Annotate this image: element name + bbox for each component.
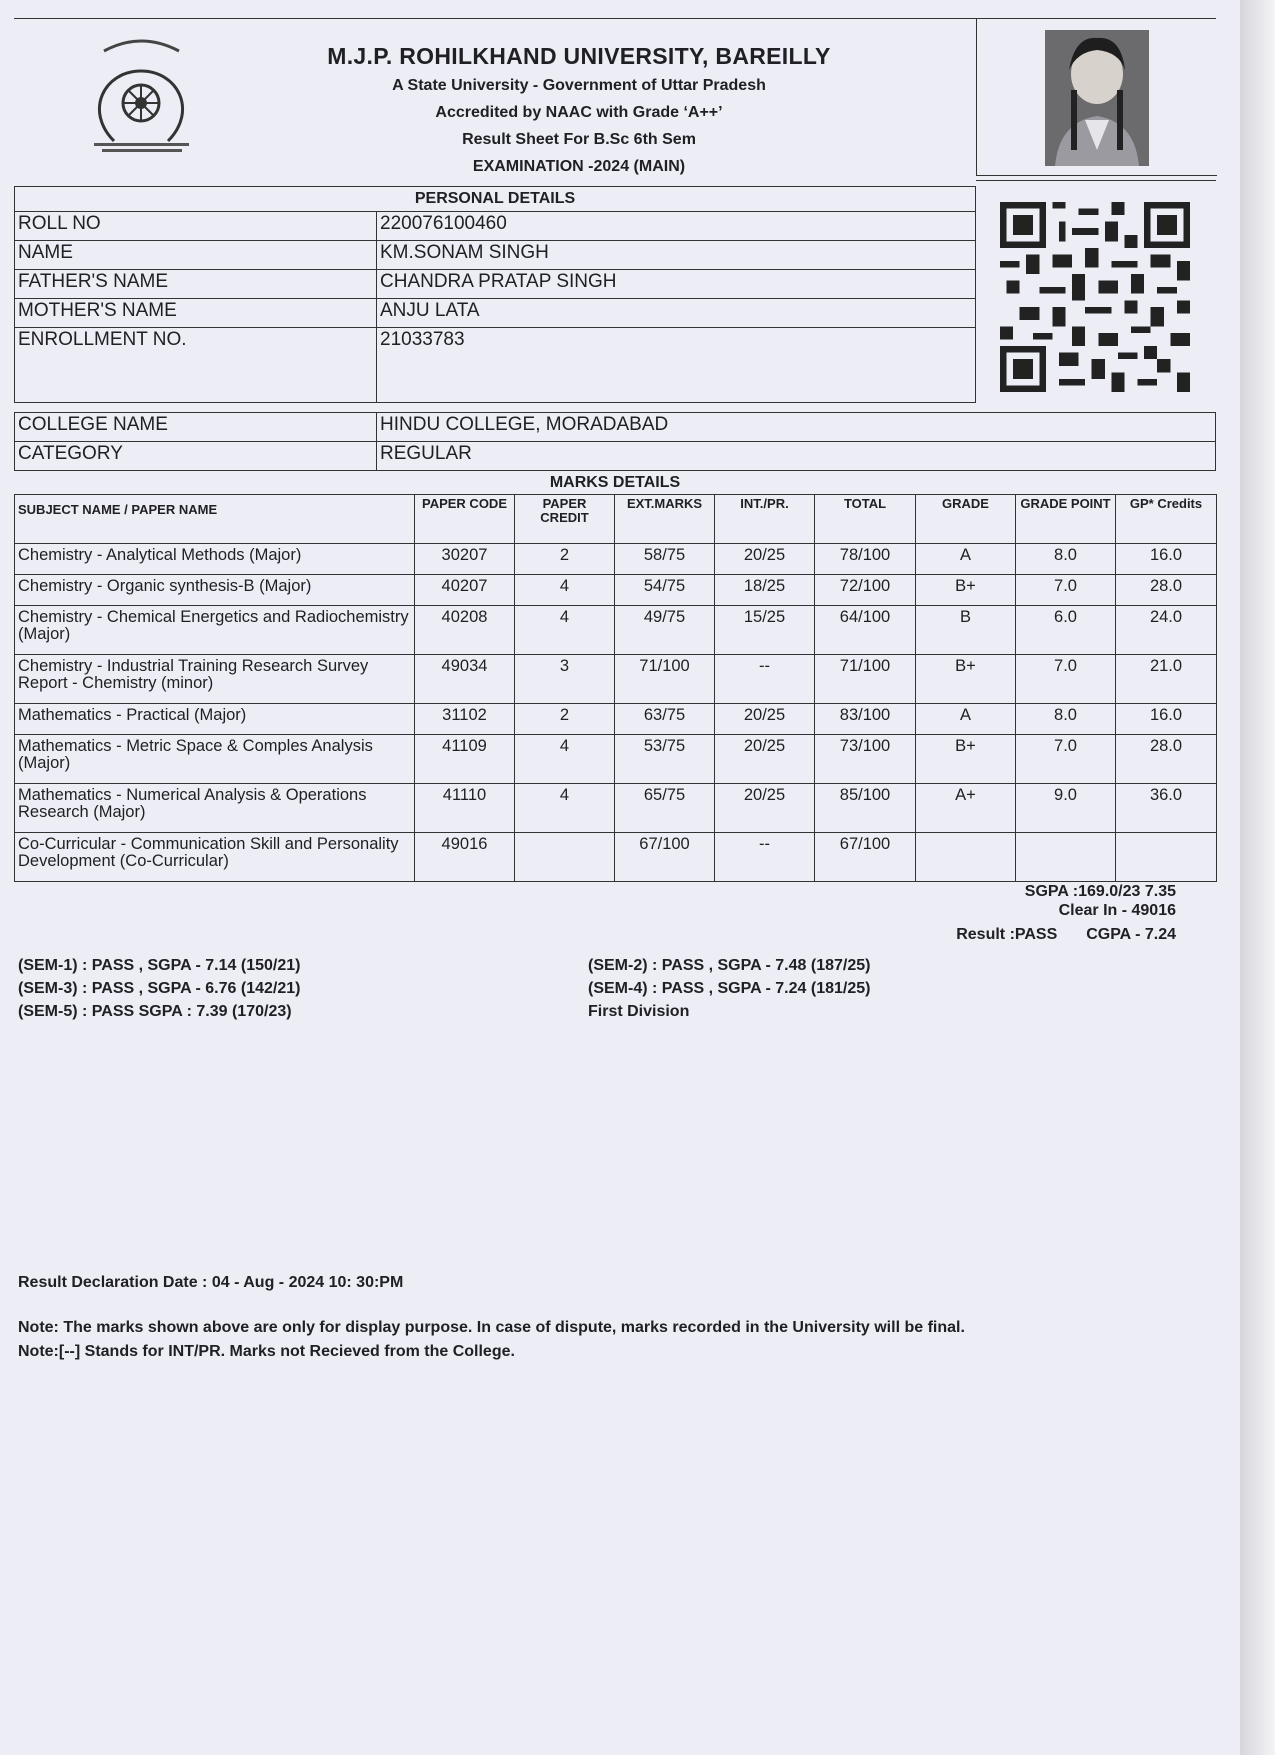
subject-cell: Chemistry - Organic synthesis-B (Major) [15, 575, 415, 606]
col-paper-code: PAPER CODE [415, 495, 515, 544]
credit-cell: 2 [515, 704, 615, 735]
grade-cell: A+ [916, 784, 1016, 833]
gpc-cell: 36.0 [1116, 784, 1217, 833]
result-line [956, 926, 1176, 944]
int-cell: 20/25 [715, 544, 815, 575]
note-1: Note: The marks shown above are only for display purpose. In case of dispute, marks recorded in the University will be final. [18, 1319, 965, 1336]
qr-code [1000, 202, 1190, 392]
gp-cell: 7.0 [1016, 575, 1116, 606]
total-cell: 83/100 [815, 704, 916, 735]
enrollment-label: ENROLLMENT NO. [15, 328, 377, 403]
table-row [15, 784, 1217, 833]
ext-cell: 49/75 [615, 606, 715, 655]
roll-no-label: ROLL NO [15, 212, 377, 241]
father-name-value: CHANDRA PRATAP SINGH [377, 270, 976, 299]
table-row [15, 575, 1217, 606]
gpc-cell: 21.0 [1116, 655, 1217, 704]
col-int-pr: INT./PR. [715, 495, 815, 544]
gp-cell: 8.0 [1016, 704, 1116, 735]
code-cell: 40207 [415, 575, 515, 606]
int-cell: -- [715, 655, 815, 704]
code-cell: 41109 [415, 735, 515, 784]
header-line-3: Result Sheet For B.Sc 6th Sem [462, 131, 696, 148]
sem-5-result: (SEM-5) : PASS SGPA : 7.39 (170/23) [18, 1003, 292, 1020]
gpc-cell: 28.0 [1116, 575, 1217, 606]
credit-cell [515, 833, 615, 882]
table-row [15, 735, 1217, 784]
sem-2-result: (SEM-2) : PASS , SGPA - 7.48 (187/25) [588, 957, 871, 974]
cgpa-value: CGPA - 7.24 [1086, 926, 1176, 943]
gpc-cell: 24.0 [1116, 606, 1217, 655]
semester-results-right [588, 954, 870, 1023]
int-cell: 20/25 [715, 735, 815, 784]
gpc-cell [1116, 833, 1217, 882]
table-row [15, 544, 1217, 575]
subject-cell: Chemistry - Industrial Training Research Survey Report - Chemistry (minor) [15, 655, 415, 704]
gpc-cell: 16.0 [1116, 704, 1217, 735]
student-photo [1045, 30, 1149, 166]
table-row [15, 704, 1217, 735]
table-row [15, 606, 1217, 655]
university-name: M.J.P. ROHILKHAND UNIVERSITY, BAREILLY [327, 43, 831, 69]
col-grade-point: GRADE POINT [1016, 495, 1116, 544]
header-line-4: EXAMINATION -2024 (MAIN) [472, 158, 686, 175]
gp-cell: 9.0 [1016, 784, 1116, 833]
sem-3-result: (SEM-3) : PASS , SGPA - 6.76 (142/21) [18, 980, 301, 997]
enrollment-value: 21033783 [377, 328, 976, 403]
col-total: TOTAL [815, 495, 916, 544]
sem-1-result: (SEM-1) : PASS , SGPA - 7.14 (150/21) [18, 957, 301, 974]
marks-details-title: MARKS DETAILS [549, 474, 681, 491]
college-details-table [14, 412, 1216, 471]
total-cell: 85/100 [815, 784, 916, 833]
university-logo [74, 31, 209, 156]
gp-cell: 6.0 [1016, 606, 1116, 655]
sem-4-result: (SEM-4) : PASS , SGPA - 7.24 (181/25) [588, 980, 871, 997]
total-cell: 67/100 [815, 833, 916, 882]
father-name-label: FATHER'S NAME [15, 270, 377, 299]
header-line-2: Accredited by NAAC with Grade ‘A++’ [435, 104, 723, 121]
gp-cell [1016, 833, 1116, 882]
subject-cell: Co-Curricular - Communication Skill and Personality Development (Co-Curricular) [15, 833, 415, 882]
code-cell: 31102 [415, 704, 515, 735]
grade-cell [916, 833, 1016, 882]
credit-cell: 3 [515, 655, 615, 704]
category-label: CATEGORY [15, 442, 377, 471]
note-2: Note:[--] Stands for INT/PR. Marks not Recieved from the College. [18, 1343, 515, 1360]
table-row [15, 833, 1217, 882]
total-cell: 64/100 [815, 606, 916, 655]
code-cell: 40208 [415, 606, 515, 655]
name-label: NAME [15, 241, 377, 270]
ext-cell: 65/75 [615, 784, 715, 833]
int-cell: 15/25 [715, 606, 815, 655]
ext-cell: 71/100 [615, 655, 715, 704]
int-cell: -- [715, 833, 815, 882]
sgpa-value: SGPA :169.0/23 7.35 [1024, 883, 1176, 900]
grade-cell: B [916, 606, 1016, 655]
ext-cell: 53/75 [615, 735, 715, 784]
semester-results-left [18, 954, 300, 1023]
grade-cell: B+ [916, 655, 1016, 704]
int-cell: 20/25 [715, 784, 815, 833]
gpc-cell: 28.0 [1116, 735, 1217, 784]
grade-cell: B+ [916, 735, 1016, 784]
ext-cell: 67/100 [615, 833, 715, 882]
college-name-value: HINDU COLLEGE, MORADABAD [377, 413, 1216, 442]
ext-cell: 58/75 [615, 544, 715, 575]
subject-cell: Mathematics - Metric Space & Comples Analysis (Major) [15, 735, 415, 784]
page-edge [1240, 0, 1275, 1755]
gp-cell: 7.0 [1016, 735, 1116, 784]
name-value: KM.SONAM SINGH [377, 241, 976, 270]
category-value: REGULAR [377, 442, 1216, 471]
subject-cell: Chemistry - Chemical Energetics and Radiochemistry (Major) [15, 606, 415, 655]
credit-cell: 4 [515, 735, 615, 784]
subject-cell: Mathematics - Numerical Analysis & Operations Research (Major) [15, 784, 415, 833]
code-cell: 41110 [415, 784, 515, 833]
gpc-cell: 16.0 [1116, 544, 1217, 575]
col-subject: SUBJECT NAME / PAPER NAME [15, 495, 415, 544]
ext-cell: 54/75 [615, 575, 715, 606]
code-cell: 30207 [415, 544, 515, 575]
code-cell: 49016 [415, 833, 515, 882]
ext-cell: 63/75 [615, 704, 715, 735]
credit-cell: 4 [515, 575, 615, 606]
credit-cell: 4 [515, 784, 615, 833]
col-paper-credit: PAPER CREDIT [515, 495, 615, 544]
total-cell: 78/100 [815, 544, 916, 575]
photo-frame [976, 18, 1217, 176]
int-cell: 20/25 [715, 704, 815, 735]
col-ext-marks: EXT.MARKS [615, 495, 715, 544]
table-row [15, 655, 1217, 704]
grade-cell: B+ [916, 575, 1016, 606]
total-cell: 72/100 [815, 575, 916, 606]
division: First Division [588, 1003, 690, 1020]
notes [18, 1316, 965, 1364]
int-cell: 18/25 [715, 575, 815, 606]
col-gp-credits: GP* Credits [1116, 495, 1217, 544]
credit-cell: 2 [515, 544, 615, 575]
gp-cell: 8.0 [1016, 544, 1116, 575]
grade-cell: A [916, 704, 1016, 735]
divider [976, 180, 1216, 181]
mother-name-label: MOTHER'S NAME [15, 299, 377, 328]
code-cell: 49034 [415, 655, 515, 704]
sgpa-summary [1025, 882, 1176, 920]
clear-in: Clear In - 49016 [1058, 902, 1176, 919]
marks-table [14, 494, 1217, 882]
col-grade: GRADE [916, 495, 1016, 544]
grade-cell: A [916, 544, 1016, 575]
subject-cell: Chemistry - Analytical Methods (Major) [15, 544, 415, 575]
college-name-label: COLLEGE NAME [15, 413, 377, 442]
total-cell: 73/100 [815, 735, 916, 784]
mother-name-value: ANJU LATA [377, 299, 976, 328]
personal-details-table [14, 186, 976, 403]
gp-cell: 7.0 [1016, 655, 1116, 704]
roll-no-value: 220076100460 [377, 212, 976, 241]
credit-cell: 4 [515, 606, 615, 655]
total-cell: 71/100 [815, 655, 916, 704]
subject-cell: Mathematics - Practical (Major) [15, 704, 415, 735]
result-declaration-date: Result Declaration Date : 04 - Aug - 2024 10: 30:PM [18, 1274, 404, 1291]
personal-details-title: PERSONAL DETAILS [15, 187, 976, 212]
header-line-1: A State University - Government of Uttar Pradesh [392, 77, 766, 94]
result-status: Result :PASS [956, 926, 1058, 943]
